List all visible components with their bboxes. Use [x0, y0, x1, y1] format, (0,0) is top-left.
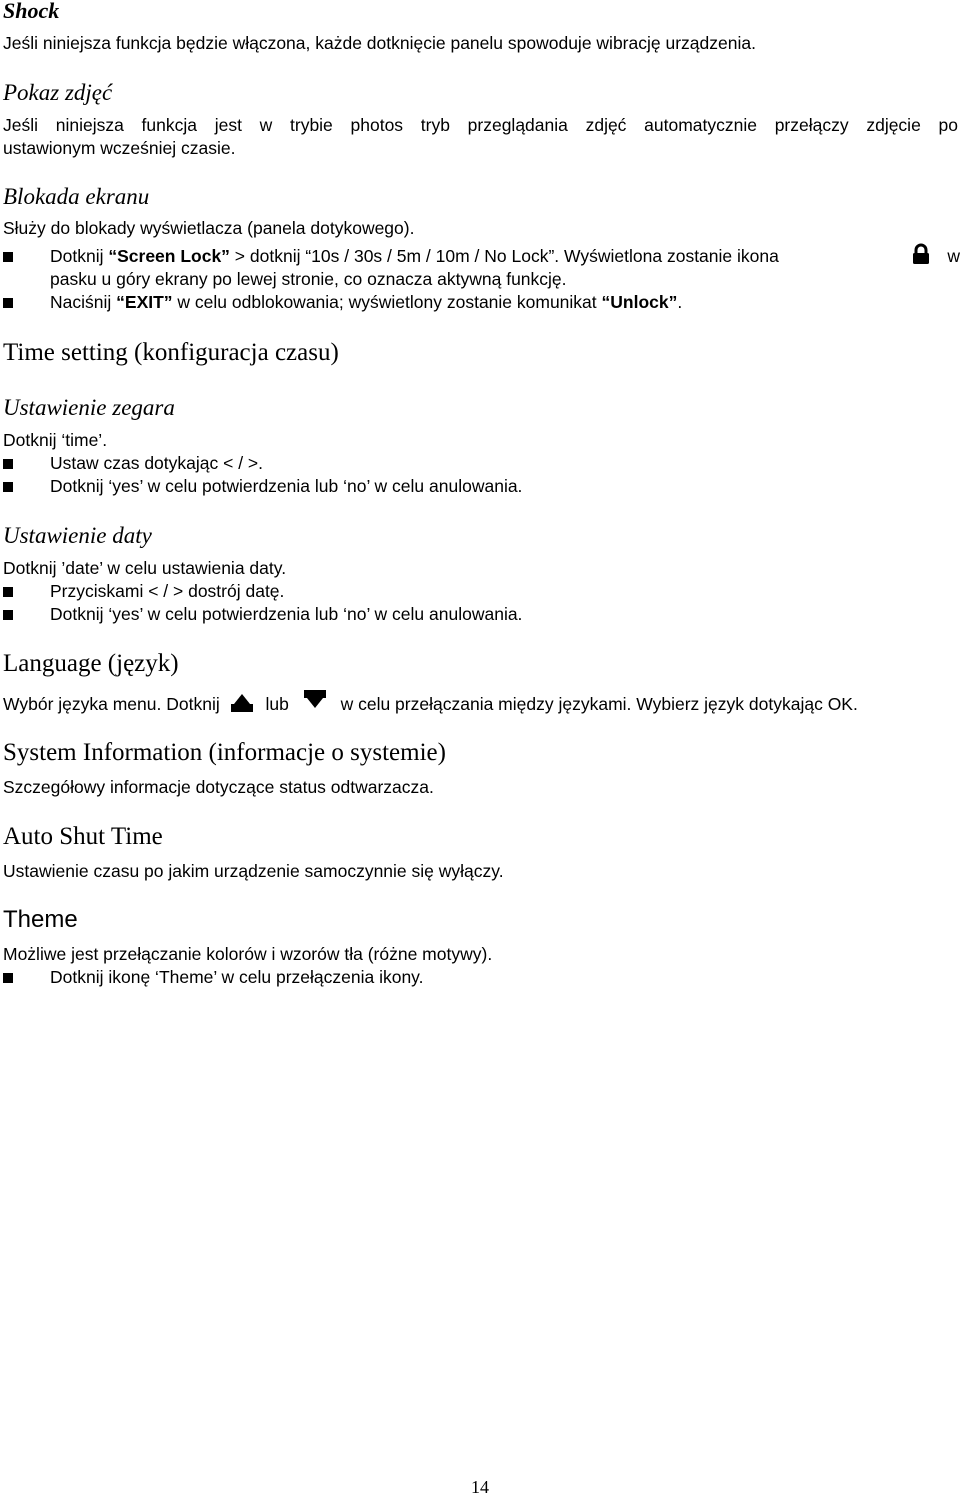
bullet-text-bold: “Screen Lock” — [108, 246, 230, 266]
list-item — [3, 245, 960, 291]
screen-lock-intro: Służy do blokady wyświetlacza (panela dotykowego). — [3, 218, 415, 238]
shock-text: Jeśli niniejsza funkcja będzie włączona, każde dotknięcie panelu spowoduje wibrację urządzenia. — [3, 33, 756, 53]
bullet-text-line2: pasku u góry ekrany po lewej stronie, co oznacza aktywną funkcję. — [50, 269, 567, 289]
bullet-icon — [3, 298, 13, 308]
section-title-screen-lock: Blokada ekranu — [3, 184, 150, 209]
lock-icon — [910, 243, 932, 265]
bullet-icon — [3, 610, 13, 620]
bullet-text: Dotknij — [50, 246, 109, 266]
section-title-date: Ustawienie daty — [3, 523, 152, 548]
bullet-text: Przyciskami < / > dostrój datę. — [50, 581, 285, 601]
section-title-auto-shut: Auto Shut Time — [3, 823, 163, 850]
bullet-text: Dotknij ‘yes’ w celu potwierdzenia lub ‘no’ w celu anulowania. — [50, 604, 523, 624]
date-intro: Dotknij ’date’ w celu ustawienia daty. — [3, 558, 287, 578]
list-item — [3, 966, 960, 989]
section-title-time-setting: Time setting (konfiguracja czasu) — [3, 339, 339, 366]
slideshow-text-line2: ustawionym wcześniej czasie. — [3, 138, 236, 158]
theme-text: Możliwe jest przełączanie kolorów i wzorów tła (różne motywy). — [3, 944, 493, 964]
bullet-icon — [3, 482, 13, 492]
bullet-text-bold: “Unlock” — [601, 292, 678, 312]
bullet-text: w — [947, 246, 960, 266]
bullet-text: Ustaw czas dotykając < / >. — [50, 453, 264, 473]
language-text-part: lub — [265, 694, 289, 714]
section-title-clock: Ustawienie zegara — [3, 395, 175, 420]
section-title-theme: Theme — [3, 906, 78, 933]
bullet-text: Dotknij ‘yes’ w celu potwierdzenia lub ‘no’ w celu anulowania. — [50, 476, 523, 496]
list-item — [3, 580, 960, 603]
bullet-text: > dotknij “10s / 30s / 5m / 10m / No Lock”. Wyświetlona zostanie ikona — [229, 246, 779, 266]
up-arrow-icon — [231, 690, 253, 712]
list-item — [3, 475, 960, 498]
bullet-icon — [3, 459, 13, 469]
clock-intro: Dotknij ‘time’. — [3, 430, 108, 450]
list-item — [3, 603, 960, 626]
bullet-text: . — [677, 292, 683, 312]
bullet-text: Dotknij ikonę ‘Theme’ w celu przełączenia ikony. — [50, 967, 424, 987]
slideshow-text-line1: Jeśli niniejsza funkcja jest w trybie photos tryb przeglądania zdjęć automatycznie przełączy zdjęcie po — [3, 115, 958, 135]
page-number: 14 — [471, 1477, 489, 1497]
list-item — [3, 452, 960, 475]
list-item — [3, 291, 960, 314]
language-text-part: Wybór języka menu. Dotknij — [3, 694, 220, 714]
bullet-icon — [3, 587, 13, 597]
bullet-text: Naciśnij — [50, 292, 117, 312]
auto-shut-text: Ustawienie czasu po jakim urządzenie samoczynnie się wyłączy. — [3, 861, 504, 881]
section-title-shock: Shock — [3, 0, 60, 23]
bullet-text: w celu odblokowania; wyświetlony zostanie komunikat — [172, 292, 602, 312]
language-text — [3, 690, 960, 716]
section-title-system-info: System Information (informacje o systemie) — [3, 739, 446, 766]
language-text-part: w celu przełączania między językami. Wybierz język dotykając OK. — [340, 694, 858, 714]
section-title-slideshow: Pokaz zdjęć — [3, 80, 113, 105]
section-title-language: Language (język) — [3, 650, 179, 677]
bullet-icon — [3, 252, 13, 262]
down-arrow-icon — [304, 690, 326, 712]
bullet-text-bold: “EXIT” — [116, 292, 173, 312]
system-info-text: Szczegółowy informacje dotyczące status odtwarzacza. — [3, 777, 434, 797]
bullet-icon — [3, 973, 13, 983]
